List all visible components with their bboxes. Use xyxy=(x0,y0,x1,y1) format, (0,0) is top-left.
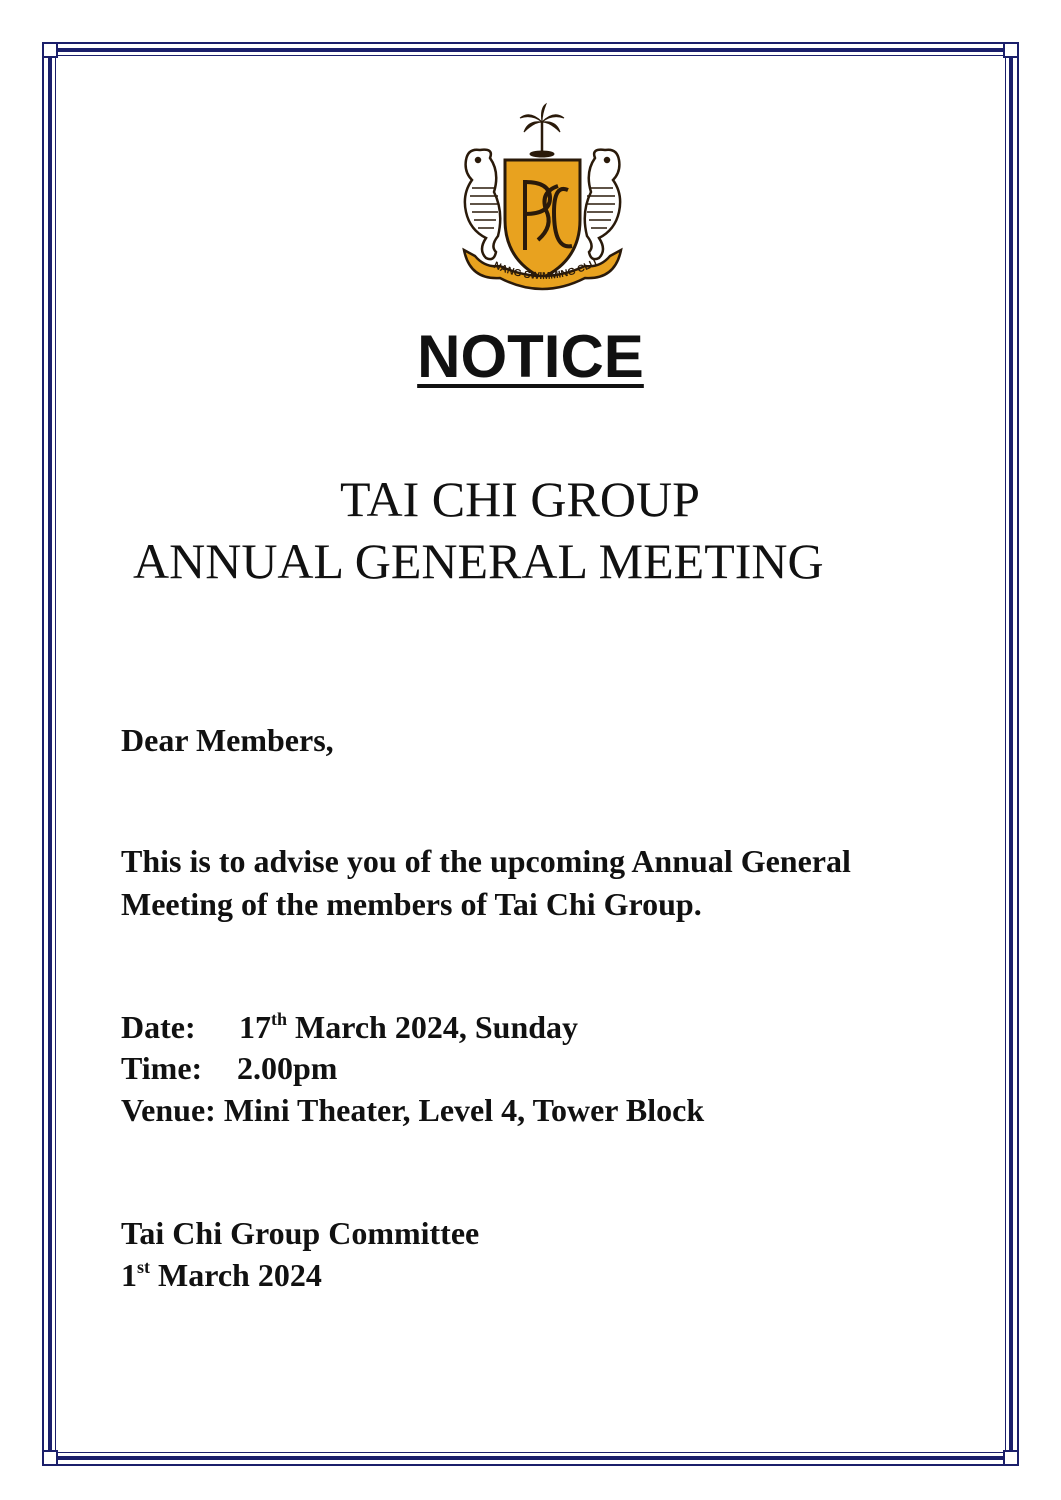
logo-ribbon-text: NANG SWIMMING CLU xyxy=(491,257,600,283)
date-rest: March 2024, Sunday xyxy=(287,1009,579,1045)
notice-title-text: NOTICE xyxy=(417,323,644,390)
salutation: Dear Members, xyxy=(121,722,334,758)
palm-tree-icon xyxy=(520,104,564,157)
border-corner-bottom-left xyxy=(42,1450,58,1466)
signature-date xyxy=(121,1257,322,1294)
time-value: 2.00pm xyxy=(237,1050,338,1086)
club-crest-icon xyxy=(450,100,635,300)
date-label: Date: xyxy=(121,1009,196,1045)
venue-value: Mini Theater, Level 4, Tower Block xyxy=(223,1092,705,1128)
signature-date-suffix: st xyxy=(137,1257,150,1277)
club-logo xyxy=(450,100,635,300)
time-label: Time: xyxy=(121,1050,203,1086)
shield-icon xyxy=(505,160,580,278)
seahorse-left-icon xyxy=(465,150,500,259)
date-day: 17 xyxy=(239,1009,271,1045)
venue-label: Venue: xyxy=(121,1092,216,1128)
meeting-venue-row xyxy=(121,1092,704,1129)
paragraph-line-1: This is to advise you of the upcoming Annual General xyxy=(121,843,851,879)
notice-title xyxy=(0,322,1061,391)
border-corner-top-right xyxy=(1003,42,1019,58)
signature-date-day: 1 xyxy=(121,1257,137,1293)
seahorse-right-icon xyxy=(585,150,620,259)
signature-date-rest: March 2024 xyxy=(150,1257,322,1293)
meeting-date-row xyxy=(121,1009,578,1046)
border-corner-bottom-right xyxy=(1003,1450,1019,1466)
date-suffix: th xyxy=(271,1009,288,1029)
heading-group-name: TAI CHI GROUP xyxy=(340,471,700,527)
paragraph-line-2: Meeting of the members of Tai Chi Group. xyxy=(121,886,702,922)
signature-committee: Tai Chi Group Committee xyxy=(121,1215,480,1251)
meeting-time-row xyxy=(121,1050,337,1087)
border-corner-top-left xyxy=(42,42,58,58)
heading-meeting-name: ANNUAL GENERAL MEETING xyxy=(133,533,824,589)
